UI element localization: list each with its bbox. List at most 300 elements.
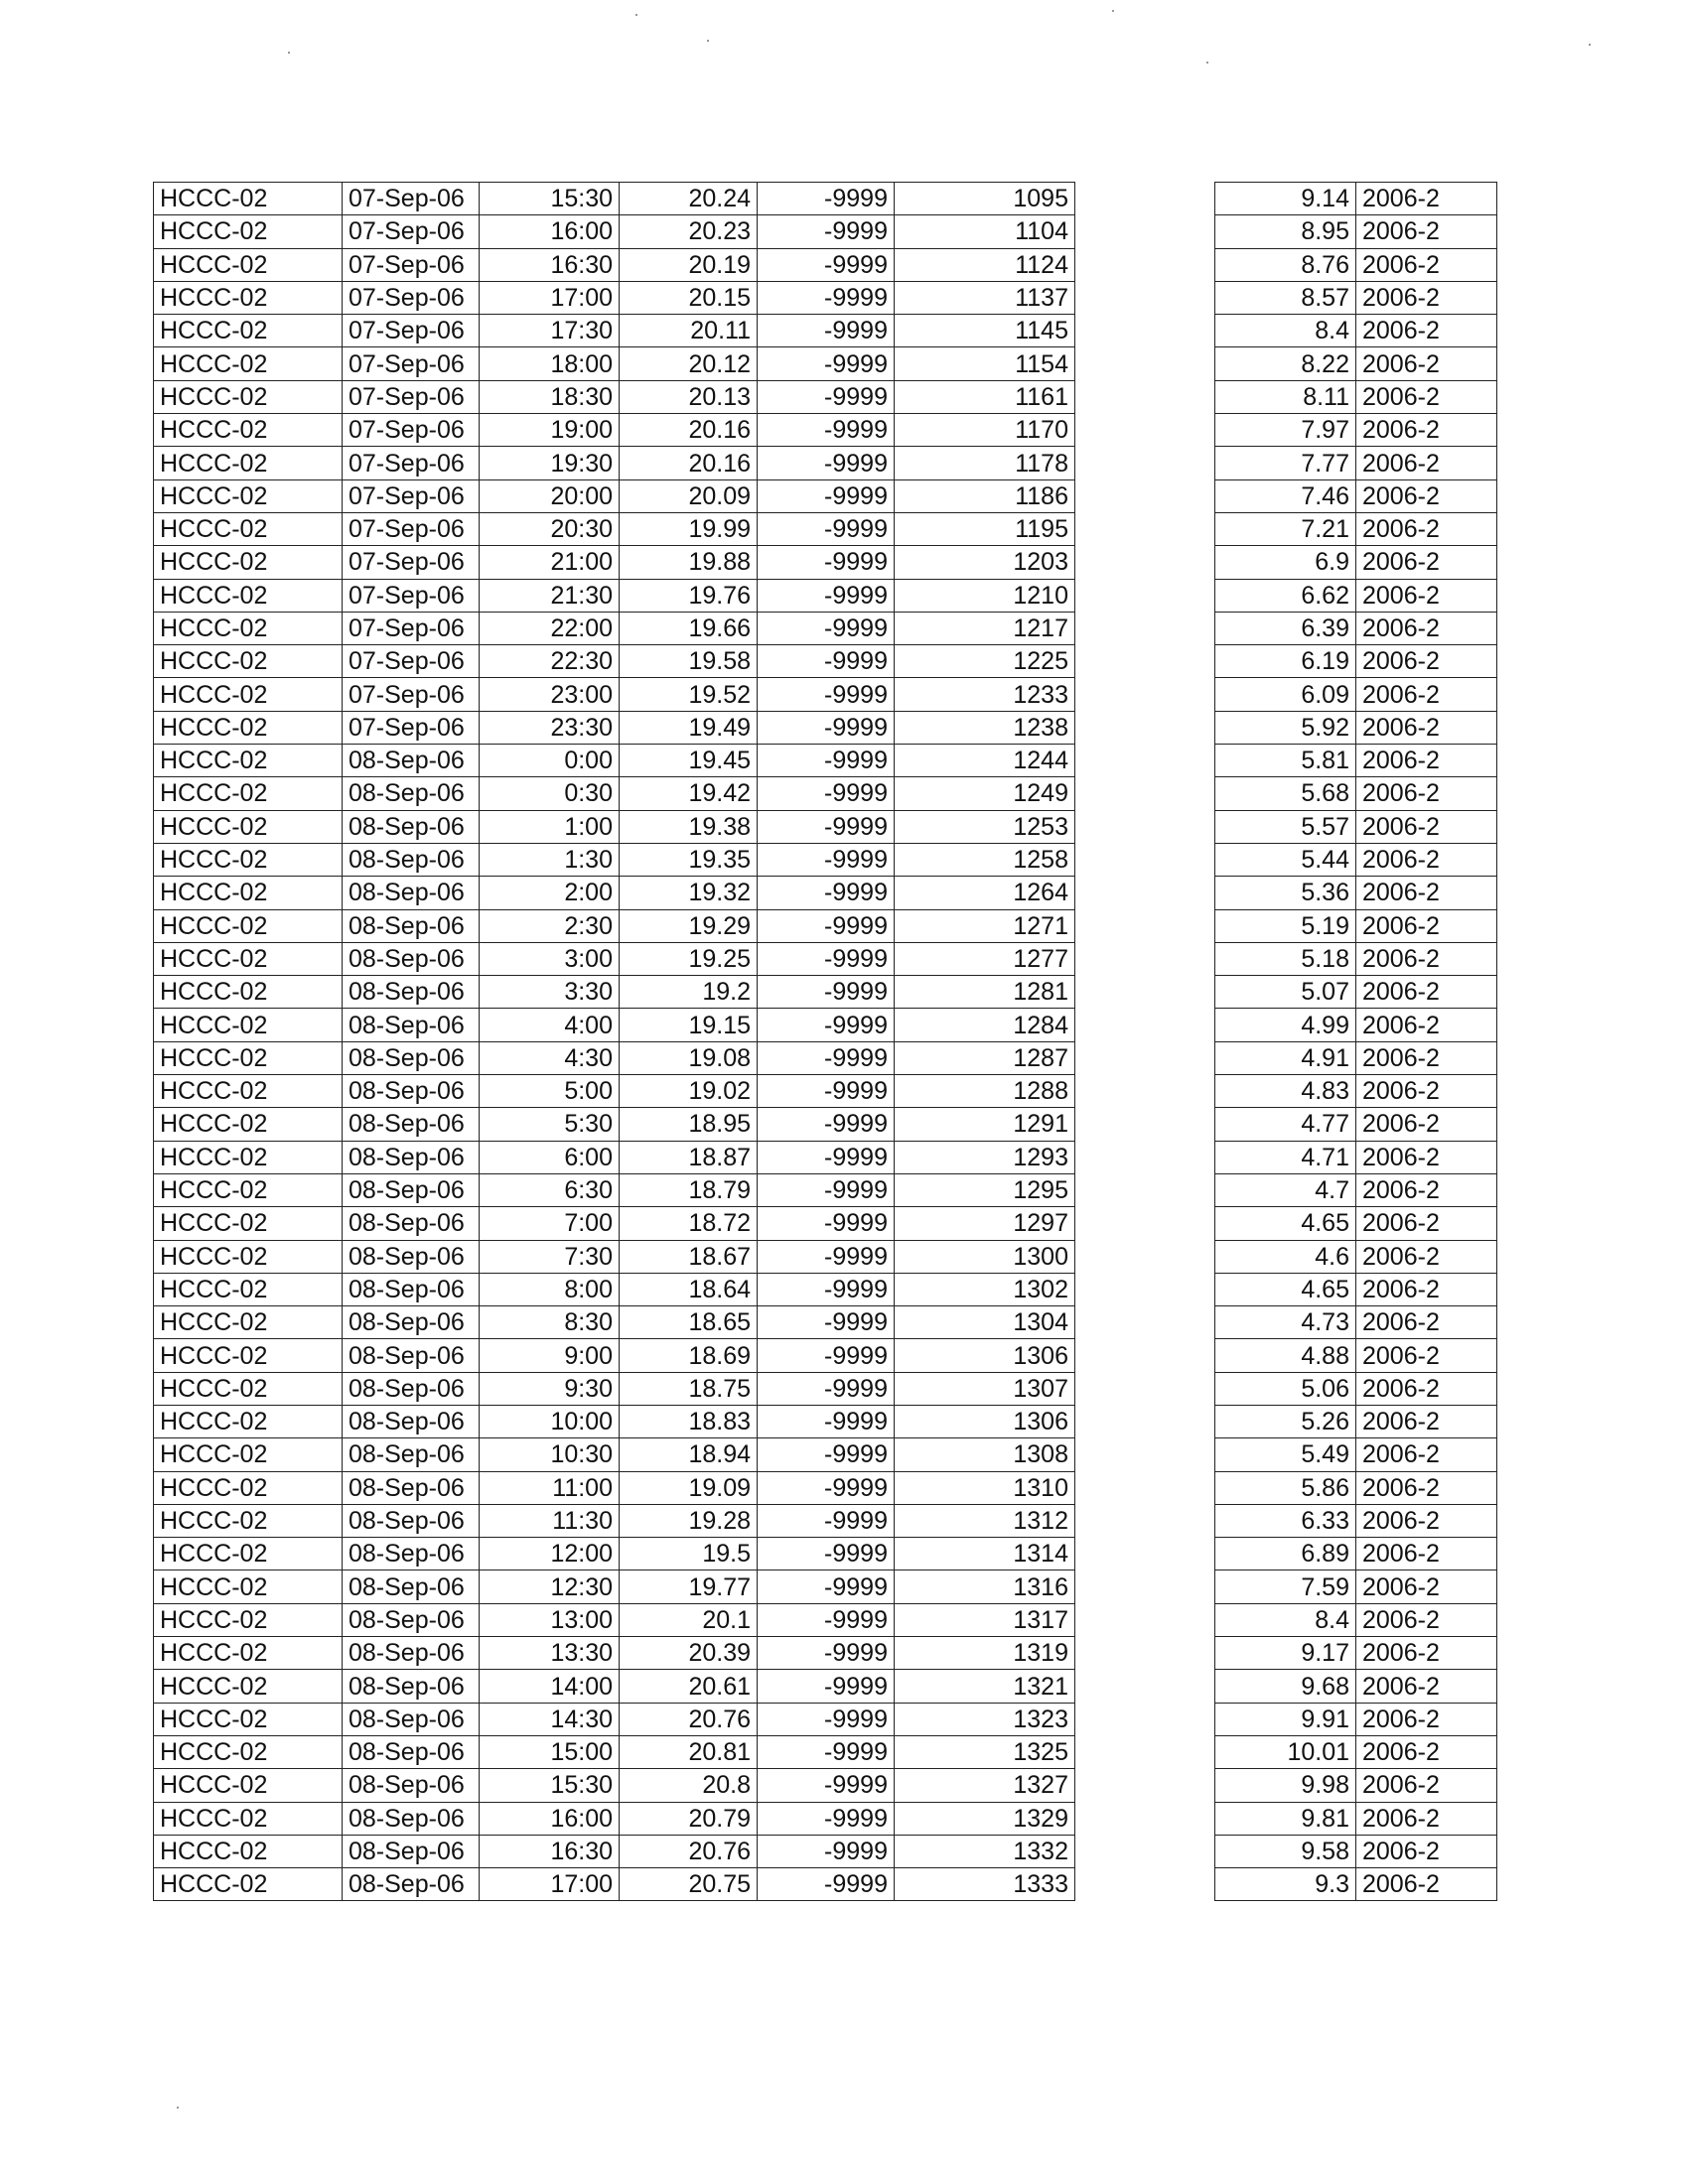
time-cell: 17:00 [480, 281, 620, 314]
value-cell: 18.69 [620, 1339, 758, 1372]
scan-speck [707, 40, 709, 42]
count-cell: 1154 [895, 347, 1075, 380]
count-cell: 1233 [895, 678, 1075, 711]
table-row [1215, 1868, 1497, 1901]
time-cell: 2:30 [480, 909, 620, 942]
table-row [154, 183, 1075, 215]
missing-flag-cell: -9999 [758, 810, 895, 843]
date-cell: 08-Sep-06 [343, 1538, 480, 1570]
station-id-cell: HCCC-02 [154, 1240, 343, 1273]
value-cell: 20.11 [620, 315, 758, 347]
table-row [154, 315, 1075, 347]
table-row [1215, 447, 1497, 479]
value-cell: 19.77 [620, 1570, 758, 1603]
table-row [1215, 1207, 1497, 1240]
reading-cell: 6.19 [1215, 645, 1356, 678]
reading-cell: 7.59 [1215, 1570, 1356, 1603]
period-cell: 2006-2 [1356, 777, 1497, 810]
table-row [1215, 810, 1497, 843]
table-row [1215, 1670, 1497, 1703]
count-cell: 1244 [895, 745, 1075, 777]
table-row [154, 745, 1075, 777]
period-cell: 2006-2 [1356, 414, 1497, 447]
station-id-cell: HCCC-02 [154, 1108, 343, 1141]
value-cell: 20.24 [620, 183, 758, 215]
table-row [154, 1438, 1075, 1471]
period-cell: 2006-2 [1356, 1108, 1497, 1141]
reading-cell: 8.95 [1215, 215, 1356, 248]
period-cell: 2006-2 [1356, 248, 1497, 281]
period-cell: 2006-2 [1356, 1835, 1497, 1867]
time-cell: 17:30 [480, 315, 620, 347]
station-id-cell: HCCC-02 [154, 1041, 343, 1074]
reading-cell: 9.58 [1215, 1835, 1356, 1867]
time-cell: 2:00 [480, 877, 620, 909]
table-row [1215, 942, 1497, 975]
date-cell: 08-Sep-06 [343, 1868, 480, 1901]
table-row [154, 1570, 1075, 1603]
scan-speck [1206, 62, 1208, 64]
table-row [154, 479, 1075, 512]
table-row [1215, 1538, 1497, 1570]
date-cell: 08-Sep-06 [343, 1637, 480, 1670]
table-row [1215, 678, 1497, 711]
time-cell: 10:00 [480, 1405, 620, 1437]
reading-cell: 5.86 [1215, 1471, 1356, 1504]
table-row [154, 1306, 1075, 1339]
table-row [1215, 1075, 1497, 1108]
time-cell: 15:00 [480, 1735, 620, 1768]
missing-flag-cell: -9999 [758, 546, 895, 579]
station-id-cell: HCCC-02 [154, 1769, 343, 1802]
time-cell: 15:30 [480, 1769, 620, 1802]
station-id-cell: HCCC-02 [154, 1637, 343, 1670]
time-cell: 14:30 [480, 1703, 620, 1735]
station-id-cell: HCCC-02 [154, 711, 343, 744]
date-cell: 08-Sep-06 [343, 777, 480, 810]
date-cell: 08-Sep-06 [343, 745, 480, 777]
date-cell: 07-Sep-06 [343, 248, 480, 281]
value-cell: 19.02 [620, 1075, 758, 1108]
reading-cell: 6.9 [1215, 546, 1356, 579]
date-cell: 07-Sep-06 [343, 281, 480, 314]
date-cell: 08-Sep-06 [343, 942, 480, 975]
reading-cell: 9.14 [1215, 183, 1356, 215]
table-row [154, 1372, 1075, 1405]
station-id-cell: HCCC-02 [154, 512, 343, 545]
time-cell: 6:30 [480, 1173, 620, 1206]
value-cell: 19.32 [620, 877, 758, 909]
station-id-cell: HCCC-02 [154, 810, 343, 843]
reading-cell: 4.7 [1215, 1173, 1356, 1206]
count-cell: 1161 [895, 380, 1075, 413]
value-cell: 20.16 [620, 447, 758, 479]
reading-cell: 7.21 [1215, 512, 1356, 545]
time-cell: 21:00 [480, 546, 620, 579]
station-id-cell: HCCC-02 [154, 942, 343, 975]
date-cell: 08-Sep-06 [343, 843, 480, 876]
table-row [154, 281, 1075, 314]
table-row [1215, 1438, 1497, 1471]
date-cell: 07-Sep-06 [343, 479, 480, 512]
period-cell: 2006-2 [1356, 1240, 1497, 1273]
table-row [1215, 1108, 1497, 1141]
reading-cell: 7.46 [1215, 479, 1356, 512]
period-cell: 2006-2 [1356, 1041, 1497, 1074]
missing-flag-cell: -9999 [758, 1670, 895, 1703]
value-cell: 18.64 [620, 1273, 758, 1305]
table-row [1215, 745, 1497, 777]
station-id-cell: HCCC-02 [154, 248, 343, 281]
reading-cell: 5.57 [1215, 810, 1356, 843]
value-cell: 19.42 [620, 777, 758, 810]
table-row [154, 1735, 1075, 1768]
count-cell: 1264 [895, 877, 1075, 909]
value-cell: 19.99 [620, 512, 758, 545]
table-row [154, 612, 1075, 644]
table-row [154, 678, 1075, 711]
period-cell: 2006-2 [1356, 1141, 1497, 1173]
value-cell: 20.61 [620, 1670, 758, 1703]
value-cell: 20.76 [620, 1835, 758, 1867]
reading-cell: 9.68 [1215, 1670, 1356, 1703]
count-cell: 1195 [895, 512, 1075, 545]
reading-cell: 9.91 [1215, 1703, 1356, 1735]
period-cell: 2006-2 [1356, 1735, 1497, 1768]
station-id-cell: HCCC-02 [154, 612, 343, 644]
time-cell: 11:00 [480, 1471, 620, 1504]
table-row [154, 645, 1075, 678]
period-cell: 2006-2 [1356, 1769, 1497, 1802]
reading-cell: 6.09 [1215, 678, 1356, 711]
time-cell: 9:00 [480, 1339, 620, 1372]
table-row [1215, 1240, 1497, 1273]
count-cell: 1210 [895, 579, 1075, 612]
count-cell: 1306 [895, 1339, 1075, 1372]
missing-flag-cell: -9999 [758, 1108, 895, 1141]
date-cell: 07-Sep-06 [343, 447, 480, 479]
value-cell: 19.38 [620, 810, 758, 843]
reading-cell: 8.11 [1215, 380, 1356, 413]
missing-flag-cell: -9999 [758, 777, 895, 810]
reading-cell: 6.33 [1215, 1504, 1356, 1537]
date-cell: 07-Sep-06 [343, 512, 480, 545]
station-id-cell: HCCC-02 [154, 1538, 343, 1570]
value-cell: 18.79 [620, 1173, 758, 1206]
table-row [1215, 479, 1497, 512]
missing-flag-cell: -9999 [758, 1471, 895, 1504]
date-cell: 08-Sep-06 [343, 1306, 480, 1339]
count-cell: 1312 [895, 1504, 1075, 1537]
table-row [1215, 1372, 1497, 1405]
value-cell: 18.94 [620, 1438, 758, 1471]
reading-cell: 5.68 [1215, 777, 1356, 810]
time-cell: 23:00 [480, 678, 620, 711]
table-row [1215, 1504, 1497, 1537]
time-cell: 23:30 [480, 711, 620, 744]
station-id-cell: HCCC-02 [154, 1703, 343, 1735]
table-row [154, 1670, 1075, 1703]
table-row [1215, 843, 1497, 876]
period-cell: 2006-2 [1356, 1802, 1497, 1835]
period-cell: 2006-2 [1356, 479, 1497, 512]
station-id-cell: HCCC-02 [154, 745, 343, 777]
date-cell: 08-Sep-06 [343, 1769, 480, 1802]
table-row [154, 248, 1075, 281]
station-id-cell: HCCC-02 [154, 1075, 343, 1108]
time-cell: 5:30 [480, 1108, 620, 1141]
time-cell: 4:00 [480, 1009, 620, 1041]
station-id-cell: HCCC-02 [154, 1438, 343, 1471]
missing-flag-cell: -9999 [758, 1438, 895, 1471]
time-cell: 15:30 [480, 183, 620, 215]
count-cell: 1306 [895, 1405, 1075, 1437]
period-cell: 2006-2 [1356, 1471, 1497, 1504]
count-cell: 1319 [895, 1637, 1075, 1670]
station-id-cell: HCCC-02 [154, 1405, 343, 1437]
station-id-cell: HCCC-02 [154, 1802, 343, 1835]
count-cell: 1304 [895, 1306, 1075, 1339]
value-cell: 19.5 [620, 1538, 758, 1570]
time-cell: 9:30 [480, 1372, 620, 1405]
station-id-cell: HCCC-02 [154, 1173, 343, 1206]
table-row [1215, 612, 1497, 644]
value-cell: 19.76 [620, 579, 758, 612]
date-cell: 08-Sep-06 [343, 1173, 480, 1206]
time-cell: 1:30 [480, 843, 620, 876]
count-cell: 1124 [895, 248, 1075, 281]
table-row [154, 1835, 1075, 1867]
date-cell: 07-Sep-06 [343, 645, 480, 678]
missing-flag-cell: -9999 [758, 1372, 895, 1405]
table-row [1215, 1273, 1497, 1305]
missing-flag-cell: -9999 [758, 281, 895, 314]
missing-flag-cell: -9999 [758, 248, 895, 281]
reading-cell: 8.57 [1215, 281, 1356, 314]
table-row [154, 1339, 1075, 1372]
station-id-cell: HCCC-02 [154, 281, 343, 314]
missing-flag-cell: -9999 [758, 1570, 895, 1603]
reading-cell: 8.76 [1215, 248, 1356, 281]
missing-flag-cell: -9999 [758, 380, 895, 413]
count-cell: 1317 [895, 1603, 1075, 1636]
count-cell: 1284 [895, 1009, 1075, 1041]
date-cell: 08-Sep-06 [343, 1273, 480, 1305]
time-cell: 22:30 [480, 645, 620, 678]
period-cell: 2006-2 [1356, 711, 1497, 744]
reading-cell: 7.97 [1215, 414, 1356, 447]
count-cell: 1288 [895, 1075, 1075, 1108]
reading-cell: 4.71 [1215, 1141, 1356, 1173]
value-cell: 20.09 [620, 479, 758, 512]
count-cell: 1277 [895, 942, 1075, 975]
table-row [1215, 1306, 1497, 1339]
missing-flag-cell: -9999 [758, 1173, 895, 1206]
count-cell: 1307 [895, 1372, 1075, 1405]
period-cell: 2006-2 [1356, 281, 1497, 314]
table-row [1215, 1735, 1497, 1768]
time-cell: 16:00 [480, 1802, 620, 1835]
table-row [154, 1141, 1075, 1173]
value-cell: 19.29 [620, 909, 758, 942]
count-cell: 1258 [895, 843, 1075, 876]
table-row [154, 976, 1075, 1009]
period-cell: 2006-2 [1356, 512, 1497, 545]
count-cell: 1310 [895, 1471, 1075, 1504]
station-id-cell: HCCC-02 [154, 1735, 343, 1768]
period-cell: 2006-2 [1356, 347, 1497, 380]
table-row [154, 1273, 1075, 1305]
station-id-cell: HCCC-02 [154, 347, 343, 380]
count-cell: 1316 [895, 1570, 1075, 1603]
missing-flag-cell: -9999 [758, 579, 895, 612]
table-row [154, 1075, 1075, 1108]
period-cell: 2006-2 [1356, 1637, 1497, 1670]
value-cell: 20.13 [620, 380, 758, 413]
time-cell: 16:30 [480, 248, 620, 281]
period-cell: 2006-2 [1356, 909, 1497, 942]
table-row [1215, 183, 1497, 215]
missing-flag-cell: -9999 [758, 1240, 895, 1273]
count-cell: 1178 [895, 447, 1075, 479]
count-cell: 1170 [895, 414, 1075, 447]
date-cell: 08-Sep-06 [343, 1570, 480, 1603]
time-cell: 0:30 [480, 777, 620, 810]
period-cell: 2006-2 [1356, 1504, 1497, 1537]
missing-flag-cell: -9999 [758, 909, 895, 942]
reading-cell: 8.4 [1215, 315, 1356, 347]
table-row [1215, 1835, 1497, 1867]
table-row [154, 1504, 1075, 1537]
missing-flag-cell: -9999 [758, 414, 895, 447]
count-cell: 1271 [895, 909, 1075, 942]
reading-cell: 5.92 [1215, 711, 1356, 744]
value-cell: 20.12 [620, 347, 758, 380]
date-cell: 08-Sep-06 [343, 1802, 480, 1835]
table-row [154, 1603, 1075, 1636]
reading-cell: 9.17 [1215, 1637, 1356, 1670]
period-cell: 2006-2 [1356, 1603, 1497, 1636]
station-id-cell: HCCC-02 [154, 183, 343, 215]
station-id-cell: HCCC-02 [154, 777, 343, 810]
value-cell: 19.08 [620, 1041, 758, 1074]
station-id-cell: HCCC-02 [154, 1372, 343, 1405]
date-cell: 07-Sep-06 [343, 183, 480, 215]
count-cell: 1325 [895, 1735, 1075, 1768]
count-cell: 1137 [895, 281, 1075, 314]
period-cell: 2006-2 [1356, 1703, 1497, 1735]
value-cell: 19.35 [620, 843, 758, 876]
time-cell: 20:00 [480, 479, 620, 512]
station-id-cell: HCCC-02 [154, 1504, 343, 1537]
count-cell: 1314 [895, 1538, 1075, 1570]
time-cell: 7:00 [480, 1207, 620, 1240]
date-cell: 08-Sep-06 [343, 1703, 480, 1735]
date-cell: 07-Sep-06 [343, 612, 480, 644]
station-id-cell: HCCC-02 [154, 1207, 343, 1240]
count-cell: 1321 [895, 1670, 1075, 1703]
time-cell: 19:00 [480, 414, 620, 447]
reading-cell: 4.88 [1215, 1339, 1356, 1372]
table-row [154, 347, 1075, 380]
period-cell: 2006-2 [1356, 877, 1497, 909]
missing-flag-cell: -9999 [758, 678, 895, 711]
period-cell: 2006-2 [1356, 1438, 1497, 1471]
period-cell: 2006-2 [1356, 810, 1497, 843]
date-cell: 08-Sep-06 [343, 1108, 480, 1141]
station-id-cell: HCCC-02 [154, 1273, 343, 1305]
time-cell: 8:30 [480, 1306, 620, 1339]
scan-speck [1112, 10, 1114, 12]
value-cell: 19.88 [620, 546, 758, 579]
station-id-cell: HCCC-02 [154, 1603, 343, 1636]
count-cell: 1186 [895, 479, 1075, 512]
missing-flag-cell: -9999 [758, 1603, 895, 1636]
station-data-table [153, 182, 1075, 1901]
station-id-cell: HCCC-02 [154, 315, 343, 347]
missing-flag-cell: -9999 [758, 1273, 895, 1305]
value-cell: 19.66 [620, 612, 758, 644]
table-row [1215, 1471, 1497, 1504]
time-cell: 13:00 [480, 1603, 620, 1636]
value-cell: 20.23 [620, 215, 758, 248]
table-row [1215, 1570, 1497, 1603]
missing-flag-cell: -9999 [758, 1637, 895, 1670]
missing-flag-cell: -9999 [758, 215, 895, 248]
table-row [1215, 1603, 1497, 1636]
table-row [1215, 877, 1497, 909]
station-id-cell: HCCC-02 [154, 877, 343, 909]
missing-flag-cell: -9999 [758, 1207, 895, 1240]
station-id-cell: HCCC-02 [154, 1868, 343, 1901]
value-cell: 19.58 [620, 645, 758, 678]
missing-flag-cell: -9999 [758, 347, 895, 380]
date-cell: 08-Sep-06 [343, 909, 480, 942]
table-row [1215, 1637, 1497, 1670]
value-cell: 19.15 [620, 1009, 758, 1041]
time-cell: 3:30 [480, 976, 620, 1009]
missing-flag-cell: -9999 [758, 1703, 895, 1735]
station-id-cell: HCCC-02 [154, 215, 343, 248]
date-cell: 08-Sep-06 [343, 1438, 480, 1471]
count-cell: 1225 [895, 645, 1075, 678]
reading-cell: 5.36 [1215, 877, 1356, 909]
date-cell: 08-Sep-06 [343, 810, 480, 843]
value-cell: 19.49 [620, 711, 758, 744]
station-id-cell: HCCC-02 [154, 414, 343, 447]
station-id-cell: HCCC-02 [154, 909, 343, 942]
value-period-table [1214, 182, 1497, 1901]
reading-cell: 4.73 [1215, 1306, 1356, 1339]
table-row [1215, 1173, 1497, 1206]
date-cell: 07-Sep-06 [343, 347, 480, 380]
missing-flag-cell: -9999 [758, 1735, 895, 1768]
date-cell: 08-Sep-06 [343, 1041, 480, 1074]
period-cell: 2006-2 [1356, 1273, 1497, 1305]
table-row [154, 579, 1075, 612]
date-cell: 08-Sep-06 [343, 1240, 480, 1273]
period-cell: 2006-2 [1356, 1075, 1497, 1108]
table-row [154, 1240, 1075, 1273]
time-cell: 17:00 [480, 1868, 620, 1901]
date-cell: 08-Sep-06 [343, 1670, 480, 1703]
table-row [1215, 1041, 1497, 1074]
period-cell: 2006-2 [1356, 745, 1497, 777]
table-row [1215, 777, 1497, 810]
station-id-cell: HCCC-02 [154, 976, 343, 1009]
period-cell: 2006-2 [1356, 315, 1497, 347]
period-cell: 2006-2 [1356, 1570, 1497, 1603]
